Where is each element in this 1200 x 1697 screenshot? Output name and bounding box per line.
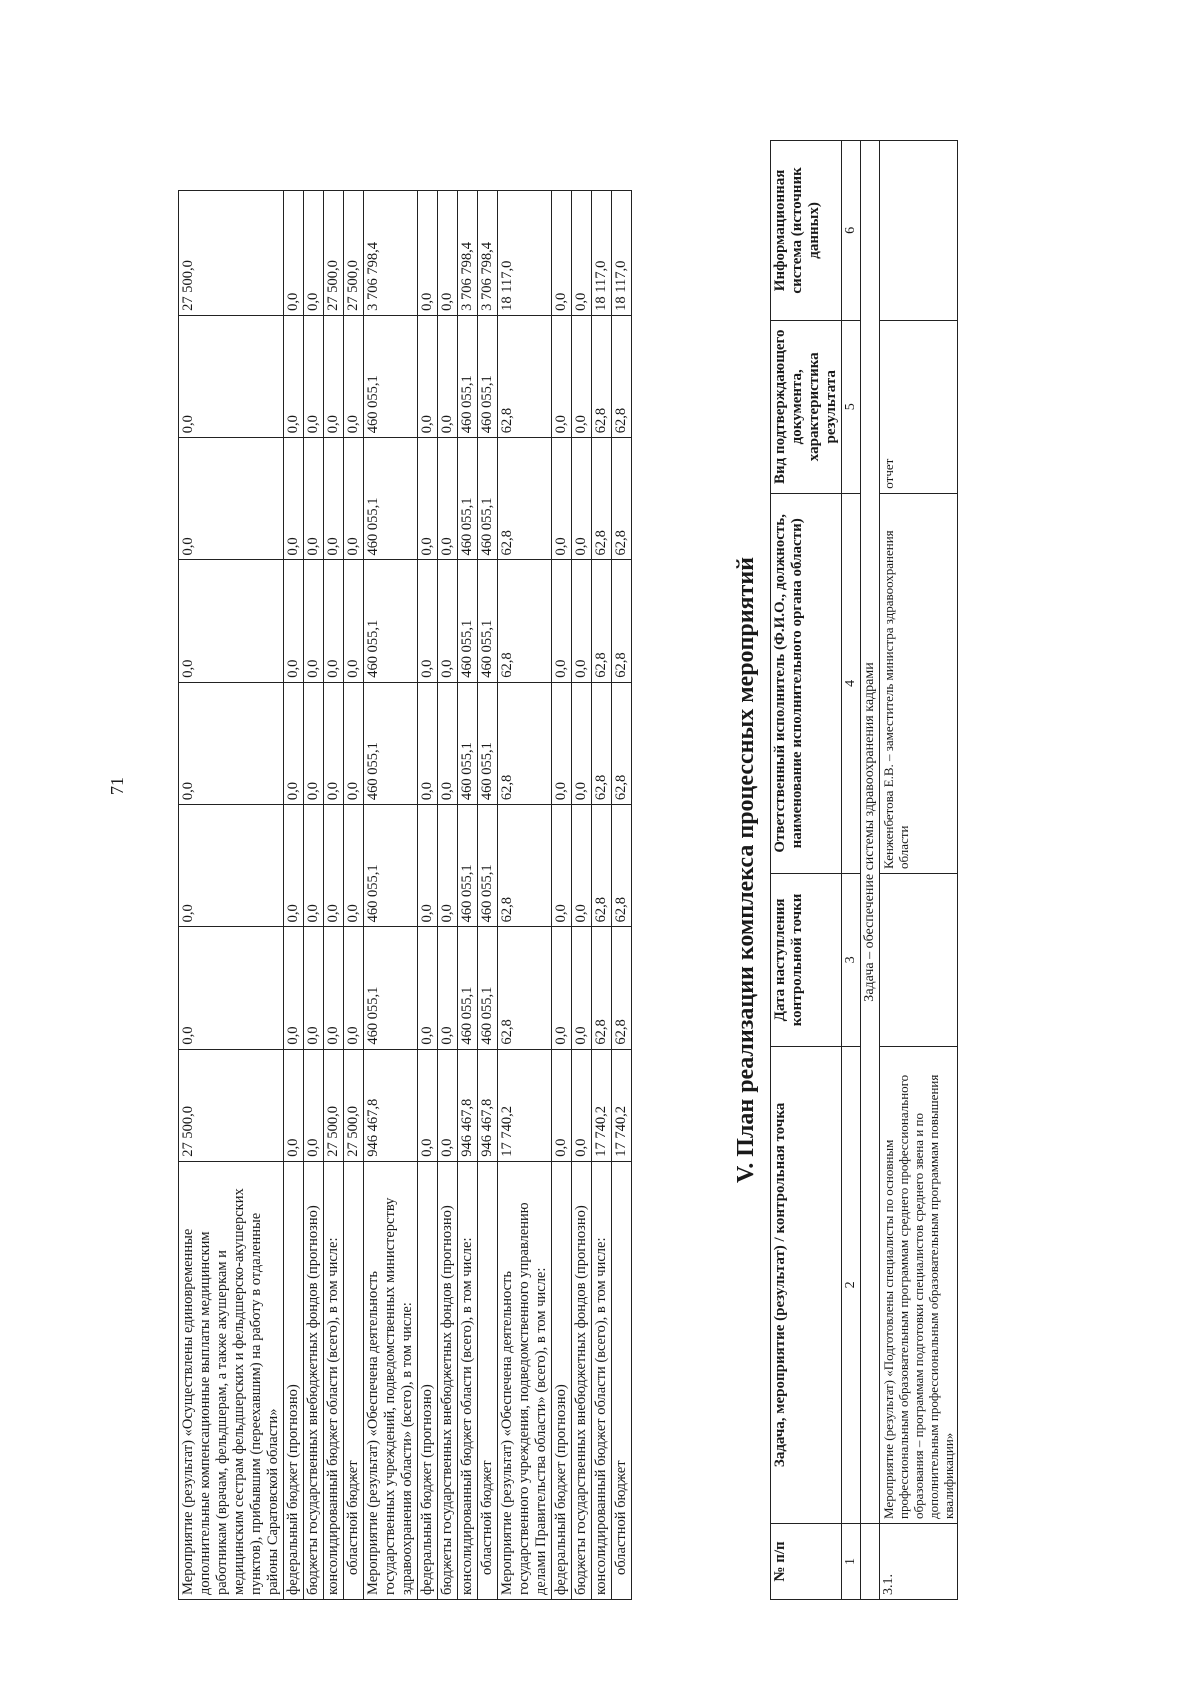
budget-value-cell: 0,0 <box>304 560 324 682</box>
budget-value-cell: 18 117,0 <box>592 191 612 316</box>
header-cell: Информационная система (источник данных) <box>771 141 842 321</box>
budget-value-cell: 0,0 <box>418 438 438 560</box>
budget-value-cell: 460 055,1 <box>364 560 418 682</box>
plan-row-document: отчет <box>880 320 958 493</box>
budget-value-cell: 0,0 <box>284 805 304 927</box>
budget-value-cell: 62,8 <box>498 560 552 682</box>
task-cell: Задача – обеспечение системы здравоохранения кадрами <box>861 141 880 1524</box>
budget-value-cell: 0,0 <box>438 927 458 1049</box>
budget-row <box>364 191 418 1600</box>
budget-value-cell: 0,0 <box>552 682 572 804</box>
budget-row-label: бюджеты государственных внебюджетных фондов (прогнозно) <box>438 1161 458 1599</box>
budget-row <box>498 191 552 1600</box>
budget-value-cell: 62,8 <box>612 927 632 1049</box>
budget-value-cell: 0,0 <box>418 1049 438 1161</box>
budget-value-cell: 62,8 <box>612 805 632 927</box>
plan-row-date <box>880 873 958 1046</box>
budget-row <box>344 191 364 1600</box>
budget-value-cell: 0,0 <box>324 560 344 682</box>
budget-value-cell: 460 055,1 <box>364 927 418 1049</box>
budget-value-cell: 0,0 <box>552 927 572 1049</box>
task-cell-blank <box>861 1523 880 1599</box>
budget-value-cell: 0,0 <box>304 927 324 1049</box>
budget-value-cell: 460 055,1 <box>458 315 478 437</box>
budget-value-cell: 460 055,1 <box>458 682 478 804</box>
budget-value-cell: 0,0 <box>438 1049 458 1161</box>
budget-row-label: областной бюджет <box>478 1161 498 1599</box>
budget-value-cell: 62,8 <box>612 315 632 437</box>
column-number: 5 <box>842 320 861 493</box>
budget-value-cell: 0,0 <box>324 682 344 804</box>
budget-value-cell: 0,0 <box>284 927 304 1049</box>
budget-value-cell: 946 467,8 <box>478 1049 498 1161</box>
budget-value-cell: 0,0 <box>344 682 364 804</box>
budget-value-cell: 0,0 <box>324 438 344 560</box>
budget-value-cell: 17 740,2 <box>498 1049 552 1161</box>
budget-value-cell: 27 500,0 <box>179 1049 284 1161</box>
budget-value-cell: 0,0 <box>572 682 592 804</box>
budget-value-cell: 460 055,1 <box>458 927 478 1049</box>
budget-row-label: консолидированный бюджет области (всего), в том числе: <box>592 1161 612 1599</box>
budget-value-cell: 0,0 <box>572 315 592 437</box>
budget-value-cell: 460 055,1 <box>364 682 418 804</box>
budget-value-cell: 62,8 <box>498 438 552 560</box>
budget-value-cell: 0,0 <box>179 315 284 437</box>
section-heading: V. План реализации комплекса процессных мероприятий <box>733 557 759 1183</box>
budget-value-cell: 27 500,0 <box>324 191 344 316</box>
budget-value-cell: 460 055,1 <box>458 560 478 682</box>
budget-value-cell: 0,0 <box>572 438 592 560</box>
budget-value-cell: 0,0 <box>304 191 324 316</box>
budget-value-cell: 0,0 <box>552 438 572 560</box>
budget-value-cell: 0,0 <box>304 1049 324 1161</box>
budget-value-cell: 0,0 <box>179 805 284 927</box>
budget-value-cell: 460 055,1 <box>458 438 478 560</box>
header-cell: Ответственный исполнитель (Ф.И.О., должность, наименование исполнительного органа области) <box>771 493 842 873</box>
budget-value-cell: 0,0 <box>418 927 438 1049</box>
budget-value-cell: 17 740,2 <box>592 1049 612 1161</box>
plan-table-header-row <box>771 141 842 1600</box>
column-number: 6 <box>842 141 861 321</box>
budget-value-cell: 0,0 <box>438 191 458 316</box>
budget-value-cell: 0,0 <box>418 805 438 927</box>
budget-value-cell: 0,0 <box>284 315 304 437</box>
budget-table <box>178 190 632 1600</box>
budget-value-cell: 0,0 <box>324 927 344 1049</box>
budget-value-cell: 946 467,8 <box>364 1049 418 1161</box>
budget-value-cell: 0,0 <box>552 805 572 927</box>
budget-value-cell: 0,0 <box>284 438 304 560</box>
budget-value-cell: 0,0 <box>179 560 284 682</box>
budget-value-cell: 62,8 <box>592 560 612 682</box>
header-cell: Дата наступления контрольной точки <box>771 873 842 1046</box>
column-number: 3 <box>842 873 861 1046</box>
budget-row <box>304 191 324 1600</box>
budget-value-cell: 0,0 <box>284 191 304 316</box>
budget-value-cell: 62,8 <box>592 682 612 804</box>
budget-value-cell: 460 055,1 <box>478 315 498 437</box>
budget-value-cell: 0,0 <box>438 805 458 927</box>
budget-value-cell: 460 055,1 <box>478 682 498 804</box>
budget-row-label: бюджеты государственных внебюджетных фондов (прогнозно) <box>572 1161 592 1599</box>
plan-row-responsible: Кенженбетова Е.В. – заместитель министра здравоохранения области <box>880 493 958 873</box>
task-row <box>861 141 880 1600</box>
budget-value-cell: 460 055,1 <box>364 805 418 927</box>
budget-value-cell: 0,0 <box>344 927 364 1049</box>
header-cell: Вид подтверждающего документа, характеристика результата <box>771 320 842 493</box>
budget-value-cell: 27 500,0 <box>324 1049 344 1161</box>
budget-row <box>438 191 458 1600</box>
budget-row-label: областной бюджет <box>612 1161 632 1599</box>
budget-value-cell: 17 740,2 <box>612 1049 632 1161</box>
budget-value-cell: 27 500,0 <box>344 191 364 316</box>
budget-value-cell: 62,8 <box>498 315 552 437</box>
page-number: 71 <box>107 777 127 795</box>
plan-row <box>880 141 958 1600</box>
budget-value-cell: 0,0 <box>552 1049 572 1161</box>
budget-value-cell: 0,0 <box>324 805 344 927</box>
plan-table <box>770 140 958 1600</box>
budget-value-cell: 27 500,0 <box>344 1049 364 1161</box>
budget-row <box>592 191 612 1600</box>
budget-value-cell: 3 706 798,4 <box>364 191 418 316</box>
budget-value-cell: 946 467,8 <box>458 1049 478 1161</box>
budget-value-cell: 460 055,1 <box>478 805 498 927</box>
budget-value-cell: 0,0 <box>284 682 304 804</box>
column-number: 2 <box>842 1046 861 1523</box>
budget-row-label: консолидированный бюджет области (всего), в том числе: <box>458 1161 478 1599</box>
budget-value-cell: 0,0 <box>438 438 458 560</box>
budget-value-cell: 3 706 798,4 <box>458 191 478 316</box>
budget-value-cell: 62,8 <box>612 682 632 804</box>
budget-value-cell: 0,0 <box>304 438 324 560</box>
budget-value-cell: 62,8 <box>612 560 632 682</box>
budget-value-cell: 0,0 <box>179 927 284 1049</box>
budget-value-cell: 62,8 <box>498 805 552 927</box>
plan-row-number: 3.1. <box>880 1523 958 1599</box>
budget-value-cell: 460 055,1 <box>364 438 418 560</box>
budget-value-cell: 0,0 <box>344 438 364 560</box>
budget-value-cell: 0,0 <box>572 560 592 682</box>
budget-row <box>612 191 632 1600</box>
budget-value-cell: 0,0 <box>572 1049 592 1161</box>
budget-row <box>458 191 478 1600</box>
budget-value-cell: 0,0 <box>418 560 438 682</box>
budget-value-cell: 0,0 <box>344 560 364 682</box>
budget-value-cell: 62,8 <box>592 438 612 560</box>
budget-value-cell: 62,8 <box>612 438 632 560</box>
budget-row-label: бюджеты государственных внебюджетных фондов (прогнозно) <box>304 1161 324 1599</box>
budget-row-label: Мероприятие (результат) «Осуществлены единовременные дополнительные компенсационные выплаты медицинским работникам (врачам, фельдшерам, а также акушеркам и медицинским сестрам фельдшерских и фельдшерско-акушерских пунктов), прибывшим (переехавшим) на работу в отдаленные районы Саратовской области» <box>179 1161 284 1599</box>
plan-row-system <box>880 141 958 321</box>
budget-value-cell: 0,0 <box>552 560 572 682</box>
budget-value-cell: 0,0 <box>572 805 592 927</box>
budget-value-cell: 62,8 <box>498 682 552 804</box>
budget-value-cell: 18 117,0 <box>498 191 552 316</box>
budget-value-cell: 0,0 <box>344 805 364 927</box>
column-number-row <box>842 141 861 1600</box>
rotated-page-content <box>85 130 1105 1610</box>
budget-value-cell: 0,0 <box>179 438 284 560</box>
budget-value-cell: 0,0 <box>552 315 572 437</box>
budget-value-cell: 3 706 798,4 <box>478 191 498 316</box>
budget-value-cell: 0,0 <box>304 805 324 927</box>
budget-row-label: Мероприятие (результат) «Обеспечена деятельность государственного учреждения, подведомственного управлению делами Правительства области» (всего), в том числе: <box>498 1161 552 1599</box>
budget-value-cell: 0,0 <box>572 927 592 1049</box>
budget-value-cell: 0,0 <box>418 191 438 316</box>
budget-value-cell: 27 500,0 <box>179 191 284 316</box>
budget-value-cell: 460 055,1 <box>364 315 418 437</box>
budget-value-cell: 62,8 <box>592 927 612 1049</box>
budget-row <box>284 191 304 1600</box>
budget-row <box>179 191 284 1600</box>
budget-value-cell: 460 055,1 <box>478 560 498 682</box>
budget-row <box>418 191 438 1600</box>
plan-row-name: Мероприятие (результат) «Подготовлены специалисты по основным профессиональным образовательным программам среднего профессионального образования – программам подготовки специалистов среднего звена и по дополнительным профессиональным образовательным программам повышения квалификации» <box>880 1046 958 1523</box>
budget-value-cell: 0,0 <box>438 315 458 437</box>
budget-row-label: Мероприятие (результат) «Обеспечена деятельность государственных учреждений, подведомственных министерству здравоохранения области» (всего), в том числе: <box>364 1161 418 1599</box>
budget-value-cell: 0,0 <box>324 315 344 437</box>
budget-value-cell: 18 117,0 <box>612 191 632 316</box>
budget-value-cell: 0,0 <box>552 191 572 316</box>
budget-value-cell: 62,8 <box>498 927 552 1049</box>
budget-value-cell: 460 055,1 <box>458 805 478 927</box>
budget-value-cell: 0,0 <box>344 315 364 437</box>
budget-row <box>572 191 592 1600</box>
column-number: 1 <box>842 1523 861 1599</box>
budget-value-cell: 62,8 <box>592 315 612 437</box>
budget-value-cell: 0,0 <box>304 315 324 437</box>
budget-value-cell: 460 055,1 <box>478 927 498 1049</box>
budget-row <box>552 191 572 1600</box>
budget-row <box>324 191 344 1600</box>
budget-row <box>478 191 498 1600</box>
budget-value-cell: 0,0 <box>438 560 458 682</box>
budget-value-cell: 0,0 <box>179 682 284 804</box>
header-cell: Задача, мероприятие (результат) / контрольная точка <box>771 1046 842 1523</box>
budget-value-cell: 460 055,1 <box>478 438 498 560</box>
budget-row-label: федеральный бюджет (прогнозно) <box>418 1161 438 1599</box>
budget-value-cell: 62,8 <box>592 805 612 927</box>
budget-value-cell: 0,0 <box>418 315 438 437</box>
budget-value-cell: 0,0 <box>438 682 458 804</box>
budget-row-label: консолидированный бюджет области (всего), в том числе: <box>324 1161 344 1599</box>
budget-value-cell: 0,0 <box>284 560 304 682</box>
budget-value-cell: 0,0 <box>572 191 592 316</box>
budget-row-label: федеральный бюджет (прогнозно) <box>552 1161 572 1599</box>
budget-value-cell: 0,0 <box>284 1049 304 1161</box>
header-cell: № п/п <box>771 1523 842 1599</box>
budget-value-cell: 0,0 <box>304 682 324 804</box>
budget-row-label: областной бюджет <box>344 1161 364 1599</box>
budget-row-label: федеральный бюджет (прогнозно) <box>284 1161 304 1599</box>
column-number: 4 <box>842 493 861 873</box>
budget-value-cell: 0,0 <box>418 682 438 804</box>
